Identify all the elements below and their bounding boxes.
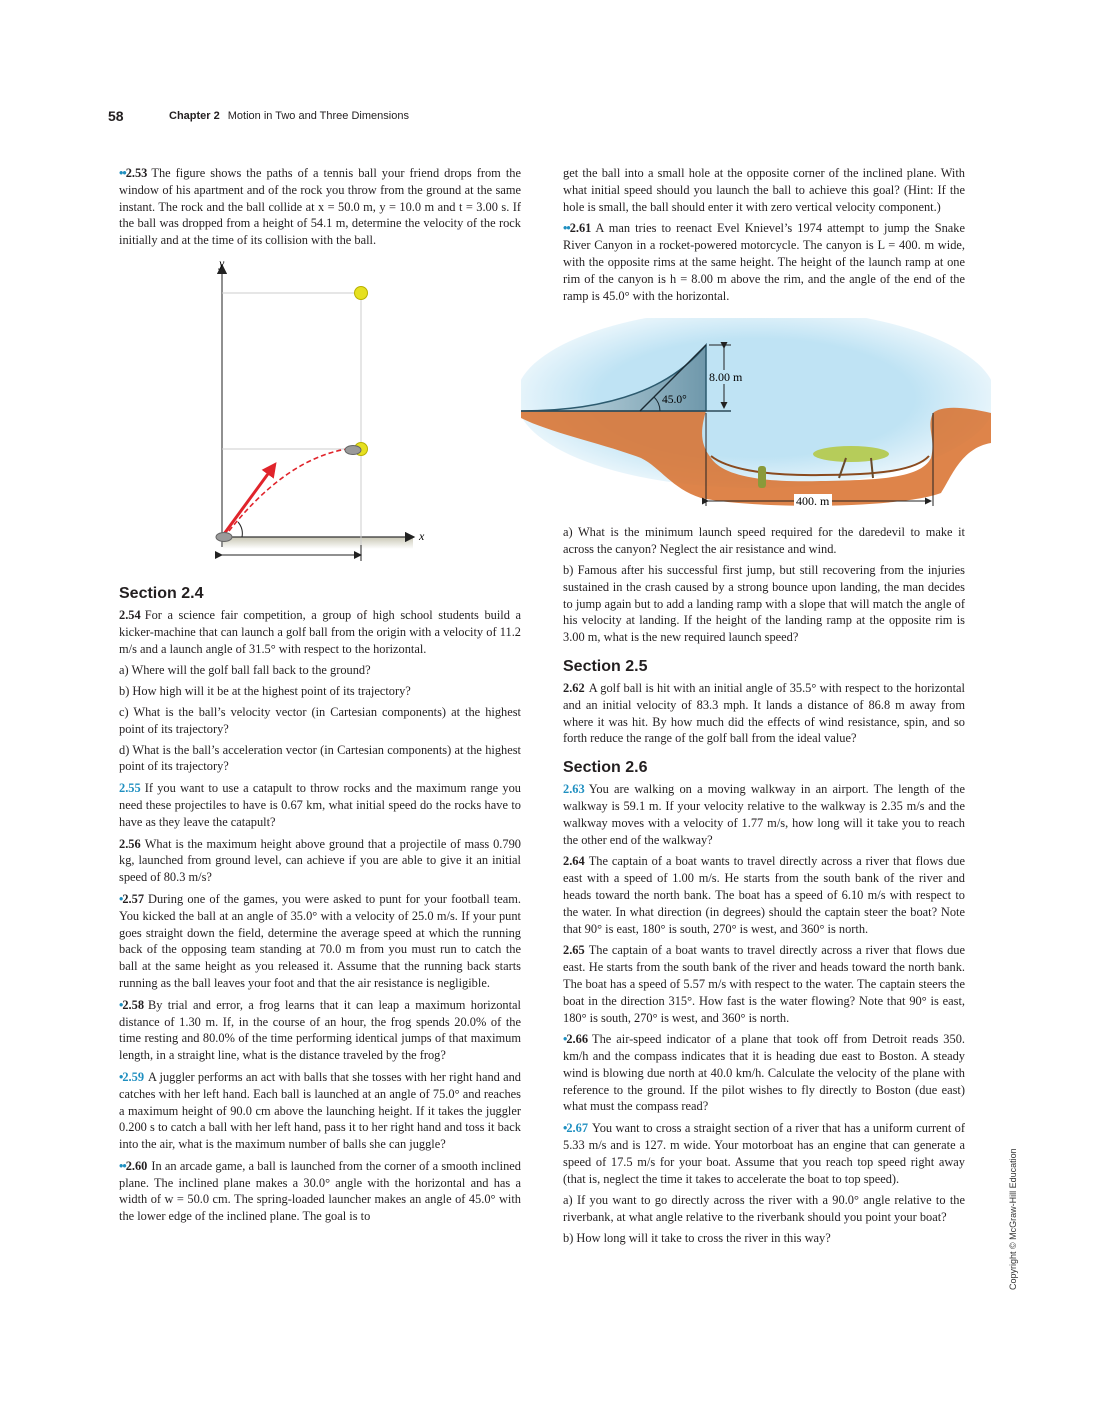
problem-text: For a science fair competition, a group of high school students build a kicker-machine that can launch a golf ball from the origin with a velocity of 11.2 m/s and a launch angle of 31.5° with respect to the horizontal. bbox=[119, 607, 521, 656]
problem-text: The figure shows the paths of a tennis ball your friend drops from the window of his apartment and of the rock you throw from the ground at the same instant. The rock and the ball collide at x = 50.0 m, y = 10.0 m and t = 3.00 s. If the ball was dropped from a height of 54.1 m, determine the velocity of the rock initially and at the time of its collision with the ball. bbox=[119, 166, 521, 248]
problem-text: By trial and error, a frog learns that it can leap a maximum horizontal distance of 1.30 m. If, in the course of an hour, the frog spends 20.0% of the time resting and 80.0% of the time performing identical jumps of that maximum length, in a straight line, what is the distance traveled by the frog? bbox=[119, 997, 521, 1063]
velocity-arrow bbox=[224, 467, 273, 534]
problem-text: The captain of a boat wants to travel directly across a river that flows due east with a speed of 1.00 m/s. He starts from the south bank of the river and heads toward the north bank. The boat has a speed of 6.10 m/s with respect to the water. In what direction (in degrees) should the captain steer the boat? Note that 90° is east, 180° is south, 270° is west, and 360° is north. bbox=[563, 854, 965, 936]
problem-number: 2.60 bbox=[125, 1158, 148, 1173]
problem-2-60 bbox=[119, 1158, 521, 1225]
problem-number: 2.67 bbox=[566, 1121, 589, 1136]
problem-2-58 bbox=[119, 997, 521, 1064]
problem-text: The captain of a boat wants to travel directly across a river that flows due east. He starts from the south bank of the river and heads toward the north bank. The boat has a speed of 5.57 m/s with respect to the water. The captain steers the boat in the direction 315°. How fast is the water flowing? Note that 90° is east, 180° is south, 270° is west, and 360° is north. bbox=[563, 943, 965, 1025]
problem-number: 2.66 bbox=[566, 1032, 589, 1047]
problem-2-66 bbox=[563, 1031, 965, 1115]
difficulty-dots: •• bbox=[119, 1158, 126, 1173]
problem-number: 2.55 bbox=[119, 781, 141, 796]
ground-shadow bbox=[223, 537, 413, 549]
problem-2-62 bbox=[563, 680, 965, 747]
x-axis-label: x bbox=[419, 528, 425, 543]
problem-number: 2.54 bbox=[119, 607, 141, 622]
left-column bbox=[119, 165, 521, 1230]
problem-text: A man tries to reenact Evel Knievel’s 1974 attempt to jump the Snake River Canyon in a rocket-powered motorcycle. The canyon is L = 400. m wide, with the opposite rims at the same height. The height of the launch ramp at one rim of the canyon is h = 8.00 m above the rim, and the angle of the end of the ramp is 45.0° with the horizontal. bbox=[563, 221, 965, 303]
section-heading: Section 2.6 bbox=[563, 759, 648, 777]
tree-icon bbox=[813, 446, 889, 462]
problem-part: b) Famous after his successful first jump, but still recovering from the injuries sustained in the crash caused by a strong bounce upon landing, the man decides to jump again but to add a landing ramp with a slope that will match the angle of his velocity at landing. If the height of the landing ramp at the opposite rim is 3.00 m, what is the new required launch speed? bbox=[563, 562, 965, 645]
problem-number: 2.53 bbox=[125, 166, 148, 180]
problem-number: 2.62 bbox=[563, 680, 585, 695]
problem-2-61 bbox=[563, 220, 965, 304]
figure-canyon-jump bbox=[521, 318, 991, 518]
chapter-title: Motion in Two and Three Dimensions bbox=[227, 110, 409, 122]
problem-part: a) Where will the golf ball fall back to the ground? bbox=[119, 663, 371, 678]
difficulty-dots: • bbox=[119, 1069, 123, 1084]
problem-text: A juggler performs an act with balls that she tosses with her right hand and catches with her left hand. Each ball is launched at an angle of 75.0° and reaches a maximum height of 90.0 cm above the launching height. If it takes the juggler 0.200 s to catch a ball with her left hand, pass it to her right hand and toss it back into the air, what is the maximum number of balls she can juggle? bbox=[119, 1069, 521, 1152]
problem-part: c) What is the ball’s velocity vector (in Cartesian components) at the highest point of its trajectory? bbox=[119, 704, 521, 736]
problem-2-63 bbox=[563, 781, 965, 848]
problem-number: 2.61 bbox=[569, 221, 592, 236]
problem-text: The air-speed indicator of a plane that took off from Detroit reads 350. km/h and the compass indicates that it is heading due east to Boston. A steady wind is blowing due north at 40.0 km/h. Calculate the velocity of the plane with reference to the ground. If the pilot wishes to fly directly to Boston (due east) what must the compass read? bbox=[563, 1032, 965, 1114]
right-column bbox=[563, 165, 965, 1251]
problem-2-54 bbox=[119, 607, 521, 657]
width-label: 400. m bbox=[796, 494, 830, 509]
running-header bbox=[169, 110, 409, 122]
problem-2-59 bbox=[119, 1069, 521, 1153]
difficulty-dots: • bbox=[119, 891, 123, 906]
problem-text: If you want to use a catapult to throw rocks and the maximum range you need these projectiles to have is 0.67 km, what initial speed do the rocks have to have as they leave the catapult? bbox=[119, 781, 521, 829]
figure-ball-rock-paths bbox=[119, 255, 521, 573]
y-axis-label: y bbox=[219, 255, 225, 270]
rock-icon bbox=[216, 532, 232, 541]
problem-part: b) How long will it take to cross the river in this way? bbox=[563, 1231, 831, 1246]
chapter-label: Chapter 2 bbox=[169, 110, 220, 122]
problem-text: You want to cross a straight section of a river that has a uniform current of 5.33 m/s and is 127. m wide. Your motorboat has an engine that can generate a speed of 17.5 m/s for your boat. Assume that you reach top speed right away (that is, neglect the time it takes to accelerate the boat to top speed). bbox=[563, 1121, 965, 1186]
problem-text: A golf ball is hit with an initial angle of 35.5° with respect to the horizontal and an initial velocity of 83.3 mph. It lands a distance of 86.8 m away from where it was hit. By how much did the effects of wind resistance, spin, and so forth reduce the range of the golf ball from the ideal value? bbox=[563, 680, 965, 746]
problem-2-57 bbox=[119, 891, 521, 992]
problem-2-60-continued: get the ball into a small hole at the opposite corner of the inclined plane. With what initial speed should you launch the ball to achieve this goal? (Hint: If the hole is small, the ball should enter it with zero vertical velocity component.) bbox=[563, 166, 965, 214]
problem-2-64 bbox=[563, 853, 965, 937]
problem-number: 2.56 bbox=[119, 836, 141, 851]
problem-2-53 bbox=[119, 165, 521, 249]
problem-2-56 bbox=[119, 836, 521, 886]
rock-icon bbox=[345, 445, 361, 454]
problem-text: What is the maximum height above ground that a projectile of mass 0.790 kg, launched from ground level, can achieve if you are able to give it an initial speed of 80.3 m/s? bbox=[119, 836, 521, 885]
problem-part: a) What is the minimum launch speed required for the daredevil to make it across the canyon? Neglect the air resistance and wind. bbox=[563, 525, 965, 557]
difficulty-dots: • bbox=[563, 1121, 567, 1136]
height-label: 8.00 m bbox=[709, 370, 743, 385]
problem-text: You are walking on a moving walkway in an airport. The length of the walkway is 59.1 m. If your velocity relative to the walkway is 2.35 m/s and the walkway moves with a velocity of 1.77 m/s, how long will it take you to reach the other end of the walkway? bbox=[563, 782, 965, 847]
problem-text: During one of the games, you were asked to punt for your football team. You kicked the ball at an angle of 35.0° with a velocity of 25.0 m/s. If your punt goes straight down the field, determine the average speed at which the running back of the opposing team standing at 70.0 m from you must run to catch the ball at the same height as you released it. Assume that the running back starts running as the ball leaves your foot and that the air resistance is negligible. bbox=[119, 891, 521, 990]
problem-number: 2.57 bbox=[122, 891, 145, 906]
problem-number: 2.63 bbox=[563, 782, 585, 797]
difficulty-dots: • bbox=[563, 1032, 567, 1047]
angle-arc bbox=[238, 522, 242, 537]
problem-2-55 bbox=[119, 780, 521, 830]
problem-part: d) What is the ball’s acceleration vector (in Cartesian components) at the highest point of its trajectory? bbox=[119, 742, 521, 774]
problem-number: 2.59 bbox=[122, 1069, 145, 1084]
difficulty-dots: • bbox=[119, 997, 123, 1012]
tennis-ball-icon bbox=[355, 286, 368, 299]
problem-2-67 bbox=[563, 1120, 965, 1187]
section-heading: Section 2.4 bbox=[119, 584, 204, 602]
difficulty-dots: •• bbox=[563, 221, 570, 236]
problem-number: 2.64 bbox=[563, 854, 585, 869]
problem-number: 2.58 bbox=[122, 997, 145, 1012]
problem-text: In an arcade game, a ball is launched from the corner of a smooth inclined plane. The inclined plane makes a 30.0° angle with the horizontal and has a width of w = 50.0 cm. The spring-loaded launcher makes an angle of 45.0° with the lower edge of the inclined plane. The goal is to bbox=[119, 1158, 521, 1224]
problem-part: b) How high will it be at the highest point of its trajectory? bbox=[119, 684, 411, 699]
section-heading: Section 2.5 bbox=[563, 657, 648, 675]
cactus-icon bbox=[758, 466, 766, 488]
copyright-notice: Copyright © McGraw-Hill Education bbox=[1008, 1148, 1018, 1290]
problem-number: 2.65 bbox=[563, 943, 585, 958]
angle-label: 45.0° bbox=[662, 394, 687, 407]
problem-2-65 bbox=[563, 942, 965, 1026]
problem-part: a) If you want to go directly across the river with a 90.0° angle relative to the riverbank, at what angle relative to the riverbank should you point your boat? bbox=[563, 1193, 965, 1225]
difficulty-dots: •• bbox=[119, 166, 126, 180]
rock-trajectory bbox=[229, 448, 354, 531]
page-number: 58 bbox=[108, 108, 124, 124]
